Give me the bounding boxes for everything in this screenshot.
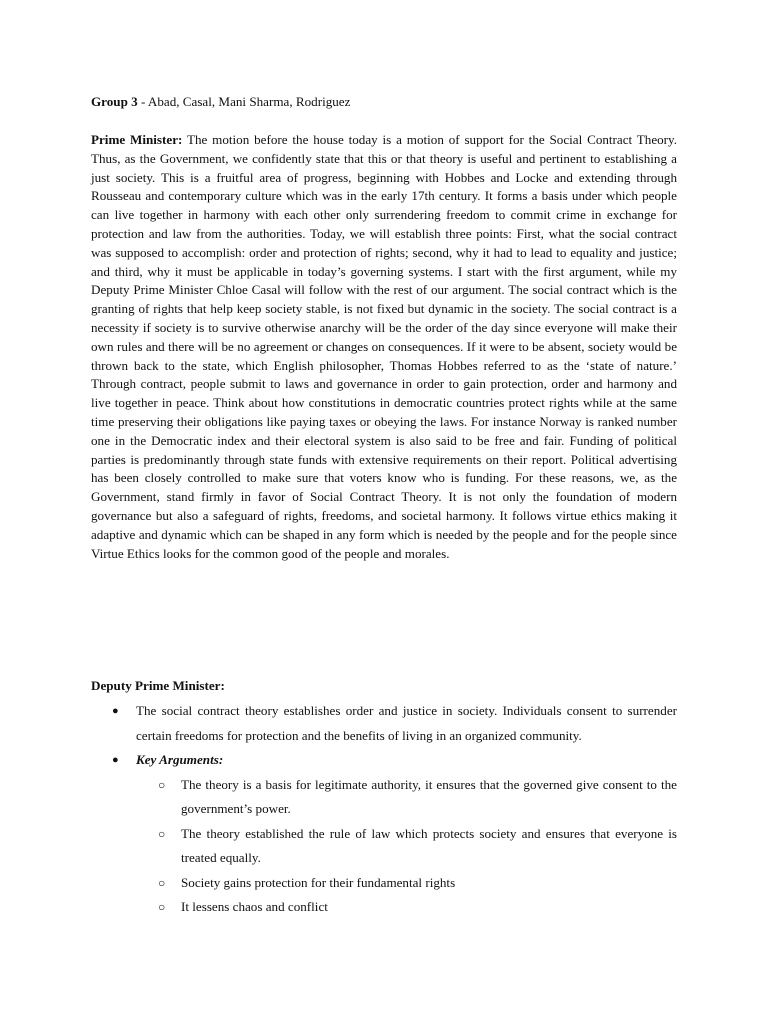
deputy-argument-list bbox=[91, 699, 677, 920]
list-item bbox=[136, 895, 677, 920]
intro-text: The social contract theory establishes order and justice in society. Individuals consent to surrender certain freedoms for protection and the benefits of living in an organized community. bbox=[136, 703, 677, 743]
bullet-icon: ● bbox=[112, 754, 119, 766]
prime-minister-paragraph bbox=[91, 131, 677, 563]
prime-minister-label: Prime Minister: bbox=[91, 132, 183, 147]
circle-bullet-icon: ○ bbox=[158, 777, 166, 792]
prime-minister-text: The motion before the house today is a motion of support for the Social Contract Theory. Thus, as the Government, we confidently state that this or that theory is useful and pertinent to establishing a just society. This is a fruitful area of progress, beginning with Hobbes and Locke and extending through Rousseau and contemporary culture which was in the early 17th century. It forms a basis under which people can live together in harmony with each other only surrendering freedom to commit crime in exchange for protection and law from the authorities. Today, we will establish three points: First, what the social contract was supposed to accomplish: order and protection of rights; second, why it had to lead to equality and justice; and third, why it must be applicable in today’s governing systems. I start with the first argument, while my Deputy Prime Minister Chloe Casal will follow with the rest of our argument. The social contract which is the granting of rights that help keep society stable, is not fixed but dynamic in the society. The social contract is a necessity if society is to survive otherwise anarchy will be the order of the day since everyone will make their own rules and there will be no agreement or changes on consequences. If it were to be absent, society would be thrown back to the state, which English philosopher, Thomas Hobbes referred to as the ‘state of nature.’ Through contract, people submit to laws and governance in order to gain protection, order and harmony and live together in peace. Think about how constitutions in democratic countries protect rights while at the same time preserving their obligations like paying taxes or obeying the laws. For instance Norway is ranked number one in the Democratic index and their electoral system is also said to be free and fair. Funding of political parties is predominantly through state funds with extensive requirements on their report. Political advertising has been closely controlled to make sure that voters know who is funding. For these reasons, we, as the Government, stand firmly in favor of Social Contract Theory. It is not only the foundation of modern governance but also a safeguard of rights, freedoms, and societal harmony. It follows virtue ethics making it adaptive and dynamic which can be shaped in any form which is needed by the people and for the people since Virtue Ethics looks for the common good of the people and morales. bbox=[91, 132, 678, 561]
circle-bullet-icon: ○ bbox=[158, 900, 166, 914]
group-heading bbox=[91, 93, 350, 111]
group-members: - Abad, Casal, Mani Sharma, Rodriguez bbox=[137, 94, 351, 109]
key-arguments-label: Key Arguments: bbox=[136, 752, 224, 767]
list-item bbox=[91, 699, 677, 748]
circle-bullet-icon: ○ bbox=[158, 826, 166, 841]
key-argument-text: The theory is a basis for legitimate authority, it ensures that the governed give consent to the government’s power. bbox=[181, 776, 677, 816]
bullet-icon: ● bbox=[112, 705, 119, 717]
group-label: Group 3 bbox=[91, 94, 138, 109]
list-item bbox=[136, 773, 677, 822]
list-item bbox=[91, 748, 677, 920]
key-argument-text: It lessens chaos and conflict bbox=[181, 899, 328, 914]
key-argument-text: The theory established the rule of law which protects society and ensures that everyone is treated equally. bbox=[181, 825, 677, 865]
key-arguments-list bbox=[136, 773, 677, 920]
list-item bbox=[136, 871, 677, 896]
key-argument-text: Society gains protection for their fundamental rights bbox=[181, 874, 456, 890]
circle-bullet-icon: ○ bbox=[158, 875, 166, 890]
deputy-prime-minister-heading: Deputy Prime Minister: bbox=[91, 678, 225, 693]
list-item bbox=[136, 822, 677, 871]
